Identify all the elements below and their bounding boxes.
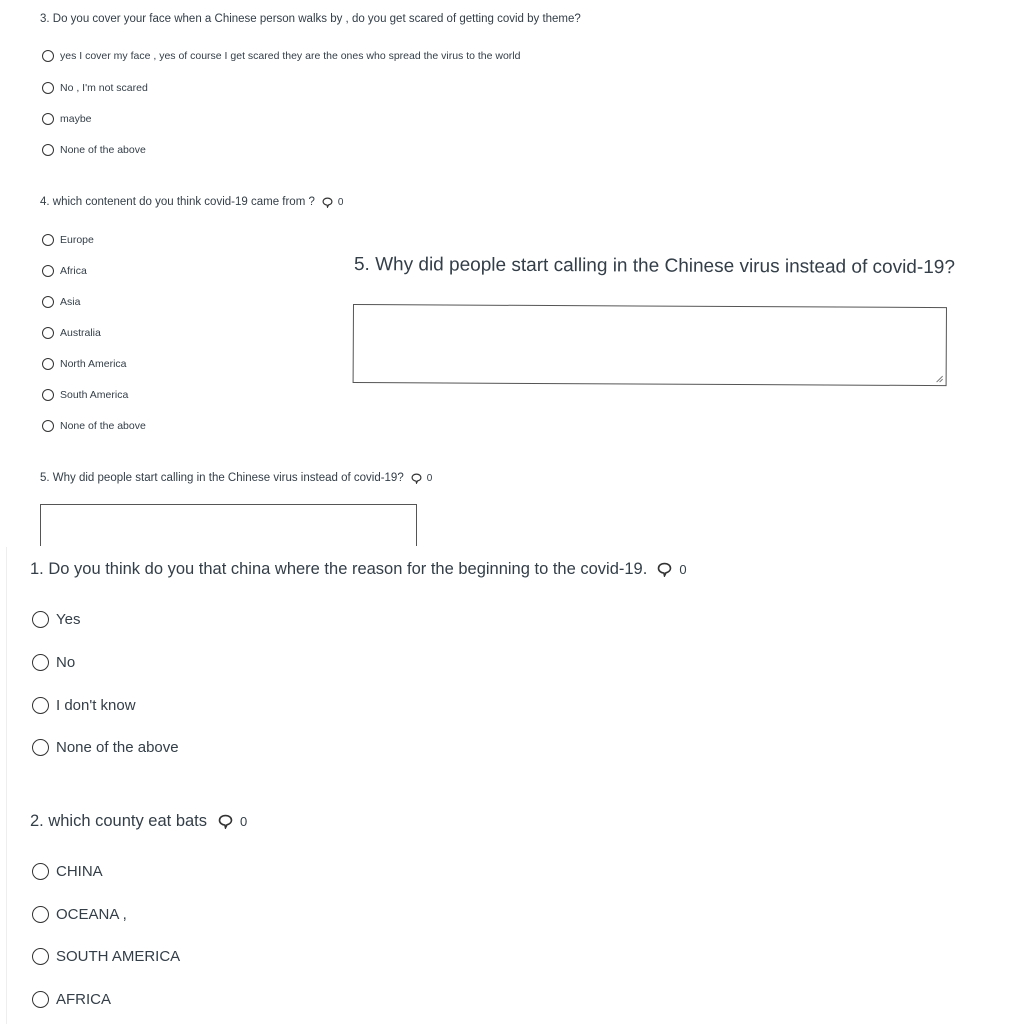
q2-option-4[interactable] xyxy=(32,991,111,1008)
question-3-title: 3. Do you cover your face when a Chinese person walks by , do you get scared of getting covid by theme? xyxy=(40,13,581,25)
question-5-header xyxy=(40,472,432,484)
q2-option-2-label: OCEANA , xyxy=(56,906,127,923)
comment-count: 0 xyxy=(240,814,248,829)
radio-button[interactable] xyxy=(42,358,54,370)
question-2-title: 2. which county eat bats xyxy=(30,812,208,830)
q4-option-7[interactable] xyxy=(42,420,146,432)
radio-button[interactable] xyxy=(32,654,49,671)
comment-icon xyxy=(657,562,672,577)
comment-icon xyxy=(411,473,422,484)
question-5-title: 5. Why did people start calling in the Chinese virus instead of covid-19? xyxy=(40,472,404,484)
comment-button[interactable] xyxy=(411,473,433,484)
q3-option-4[interactable] xyxy=(42,144,146,156)
q3-option-4-label: None of the above xyxy=(60,144,146,156)
overlay-question-5-title: 5. Why did people start calling in the Chinese virus instead of covid-19? xyxy=(353,254,956,279)
radio-button[interactable] xyxy=(42,327,54,339)
q4-option-5[interactable] xyxy=(42,358,127,370)
bottom-survey-panel xyxy=(0,547,1024,1024)
q4-option-3-label: Asia xyxy=(60,296,81,308)
q4-option-5-label: North America xyxy=(60,358,127,370)
q3-option-1[interactable] xyxy=(42,50,520,62)
comment-count: 0 xyxy=(426,472,433,484)
q5-answer-textbox[interactable] xyxy=(40,504,417,546)
q1-option-3-label: I don't know xyxy=(56,697,136,714)
radio-button[interactable] xyxy=(32,739,49,756)
comment-button[interactable] xyxy=(657,562,686,577)
radio-button[interactable] xyxy=(42,420,54,432)
q3-option-3[interactable] xyxy=(42,113,92,125)
radio-button[interactable] xyxy=(42,82,54,94)
overlay-q5-answer-textbox[interactable] xyxy=(353,304,947,386)
q3-option-3-label: maybe xyxy=(60,113,92,125)
q1-option-3[interactable] xyxy=(32,697,136,714)
q4-option-2[interactable] xyxy=(42,265,87,277)
q1-option-4[interactable] xyxy=(32,739,179,756)
radio-button[interactable] xyxy=(32,991,49,1008)
radio-button[interactable] xyxy=(42,50,54,62)
question-1-header xyxy=(30,560,687,579)
radio-button[interactable] xyxy=(42,113,54,125)
q4-option-6-label: South America xyxy=(60,389,129,401)
q2-option-3[interactable] xyxy=(32,948,180,965)
q1-option-1-label: Yes xyxy=(56,611,81,628)
panel-divider xyxy=(6,547,7,1024)
q4-option-4-label: Australia xyxy=(60,327,101,339)
comment-button[interactable] xyxy=(322,197,344,208)
q1-option-2[interactable] xyxy=(32,654,75,671)
q4-option-7-label: None of the above xyxy=(60,420,146,432)
radio-button[interactable] xyxy=(32,611,49,628)
radio-button[interactable] xyxy=(42,144,54,156)
q1-option-2-label: No xyxy=(56,654,76,671)
q3-option-2-label: No , I'm not scared xyxy=(60,82,148,94)
q4-option-4[interactable] xyxy=(42,327,101,339)
q2-option-2[interactable] xyxy=(32,906,127,923)
q2-option-1[interactable] xyxy=(32,863,103,880)
radio-button[interactable] xyxy=(42,265,54,277)
q4-option-3[interactable] xyxy=(42,296,80,308)
q4-option-2-label: Africa xyxy=(60,265,87,277)
question-1-title: 1. Do you think do you that china where the reason for the beginning to the covid-19. xyxy=(30,560,648,578)
question-2-header xyxy=(30,812,247,831)
q1-option-1[interactable] xyxy=(32,611,80,628)
radio-button[interactable] xyxy=(32,863,49,880)
question-4-title: 4. which contenent do you think covid-19 came from ? xyxy=(40,196,315,208)
radio-button[interactable] xyxy=(32,948,49,965)
q1-option-4-label: None of the above xyxy=(56,739,179,756)
q4-option-1[interactable] xyxy=(42,234,94,246)
comment-count: 0 xyxy=(337,196,344,208)
q3-option-1-label: yes I cover my face , yes of course I get scared they are the ones who spread the virus to the world xyxy=(60,50,521,62)
q3-option-2[interactable] xyxy=(42,82,148,94)
q4-option-6[interactable] xyxy=(42,389,128,401)
q2-option-1-label: CHINA xyxy=(56,863,103,880)
radio-button[interactable] xyxy=(32,697,49,714)
comment-icon xyxy=(322,197,333,208)
q2-option-4-label: AFRICA xyxy=(56,991,112,1008)
resize-handle-icon[interactable] xyxy=(936,375,944,383)
q4-option-1-label: Europe xyxy=(60,234,94,246)
radio-button[interactable] xyxy=(42,389,54,401)
question-4-header xyxy=(40,196,343,208)
comment-count: 0 xyxy=(679,562,687,577)
comment-button[interactable] xyxy=(218,814,247,829)
q2-option-3-label: SOUTH AMERICA xyxy=(56,948,181,965)
comment-icon xyxy=(218,814,233,829)
radio-button[interactable] xyxy=(32,906,49,923)
radio-button[interactable] xyxy=(42,296,54,308)
radio-button[interactable] xyxy=(42,234,54,246)
